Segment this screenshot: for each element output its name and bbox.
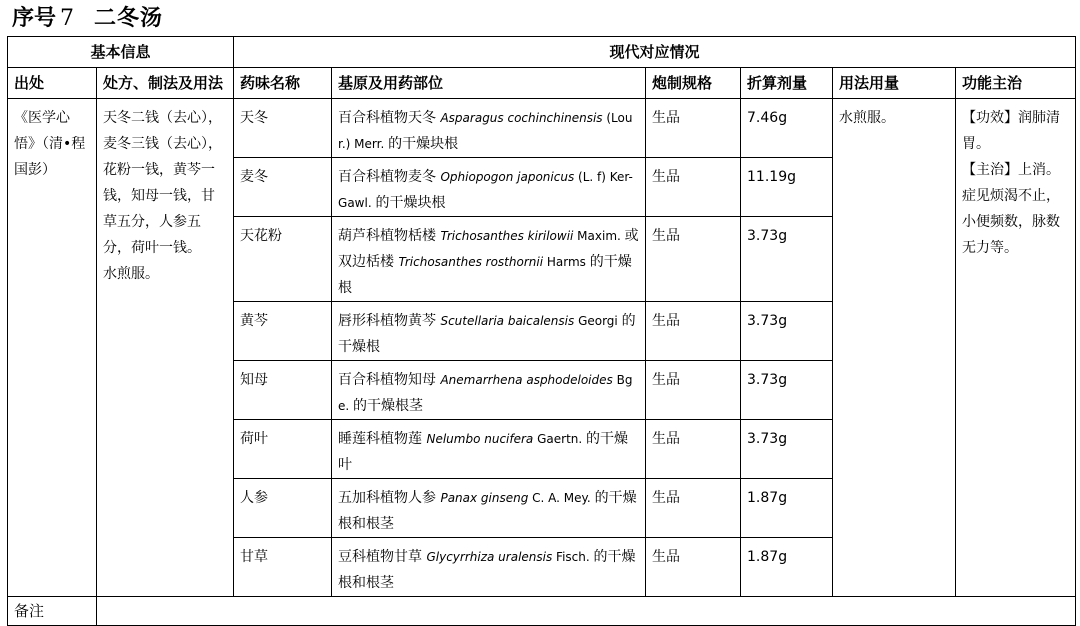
recipe-cell xyxy=(97,99,234,597)
header-modern-info: 现代对应情况 xyxy=(234,37,1076,68)
herb-name: 甘草 xyxy=(234,538,332,597)
function-effect: 【功效】润肺清胃。 xyxy=(962,110,1061,152)
herb-dose: 1.87g xyxy=(741,538,833,597)
header-origin: 基原及用药部位 xyxy=(332,68,646,99)
herb-name: 黄芩 xyxy=(234,302,332,361)
herb-processing: 生品 xyxy=(646,217,741,302)
herb-name: 麦冬 xyxy=(234,158,332,217)
herb-dose: 1.87g xyxy=(741,479,833,538)
function-text xyxy=(962,99,1069,261)
source-cell xyxy=(8,99,97,597)
header-dose: 折算剂量 xyxy=(741,68,833,99)
herb-dose: 11.19g xyxy=(741,158,833,217)
page-title xyxy=(12,4,163,34)
herb-processing: 生品 xyxy=(646,361,741,420)
herb-dose: 7.46g xyxy=(741,99,833,158)
herb-dose: 3.73g xyxy=(741,217,833,302)
header-processing: 炮制规格 xyxy=(646,68,741,99)
function-indication: 【主治】上消。症见烦渴不止，小便频数，脉数无力等。 xyxy=(962,162,1061,256)
herb-name: 荷叶 xyxy=(234,420,332,479)
herb-origin: 百合科植物麦冬 Ophiopogon japonicus (L. f) Ker-Gawl. 的干燥块根 xyxy=(332,158,646,217)
herb-processing: 生品 xyxy=(646,538,741,597)
recipe-ingredients: 天冬二钱（去心），麦冬三钱（去心），花粉一钱，黄芩一钱，知母一钱，甘草五分，人参五分，荷叶一钱。 xyxy=(103,110,222,256)
herb-origin: 睡莲科植物莲 Nelumbo nucifera Gaertn. 的干燥叶 xyxy=(332,420,646,479)
serial-number: 7 xyxy=(60,6,75,31)
herb-origin: 百合科植物知母 Anemarrhena asphodeloides Bge. 的干燥根茎 xyxy=(332,361,646,420)
header-function: 功能主治 xyxy=(956,68,1076,99)
herb-origin: 百合科植物天冬 Asparagus cochinchinensis (Lour.) Merr. 的干燥块根 xyxy=(332,99,646,158)
usage-cell xyxy=(833,99,956,597)
function-cell xyxy=(956,99,1076,597)
herb-origin: 豆科植物甘草 Glycyrrhiza uralensis Fisch. 的干燥根和根茎 xyxy=(332,538,646,597)
herb-origin: 五加科植物人参 Panax ginseng C. A. Mey. 的干燥根和根茎 xyxy=(332,479,646,538)
recipe-method: 水煎服。 xyxy=(103,266,159,282)
herb-name: 天花粉 xyxy=(234,217,332,302)
usage-text: 水煎服。 xyxy=(839,110,896,126)
herb-dose: 3.73g xyxy=(741,302,833,361)
herb-processing: 生品 xyxy=(646,479,741,538)
recipe-text xyxy=(103,99,227,287)
note-value xyxy=(97,597,1076,626)
header-source: 出处 xyxy=(8,68,97,99)
table-row xyxy=(8,99,1076,158)
herb-origin: 葫芦科植物栝楼 Trichosanthes kirilowii Maxim. 或双边栝楼 Trichosanthes rosthornii Harms 的干燥根 xyxy=(332,217,646,302)
herb-dose: 3.73g xyxy=(741,361,833,420)
header-usage: 用法用量 xyxy=(833,68,956,99)
herb-processing: 生品 xyxy=(646,99,741,158)
formula-table xyxy=(7,36,1076,626)
header-herb-name: 药味名称 xyxy=(234,68,332,99)
herb-processing: 生品 xyxy=(646,420,741,479)
note-row xyxy=(8,597,1076,626)
header-basic-info: 基本信息 xyxy=(8,37,234,68)
herb-processing: 生品 xyxy=(646,302,741,361)
note-label: 备注 xyxy=(8,597,97,626)
formula-name: 二冬汤 xyxy=(94,6,164,31)
herb-name: 天冬 xyxy=(234,99,332,158)
herb-name: 知母 xyxy=(234,361,332,420)
herb-origin: 唇形科植物黄芩 Scutellaria baicalensis Georgi 的干燥根 xyxy=(332,302,646,361)
source-text: 《医学心悟》（清•程国彭） xyxy=(14,110,86,178)
header-recipe: 处方、制法及用法 xyxy=(97,68,234,99)
herb-dose: 3.73g xyxy=(741,420,833,479)
herb-name: 人参 xyxy=(234,479,332,538)
serial-label: 序号 xyxy=(12,6,57,31)
herb-processing: 生品 xyxy=(646,158,741,217)
